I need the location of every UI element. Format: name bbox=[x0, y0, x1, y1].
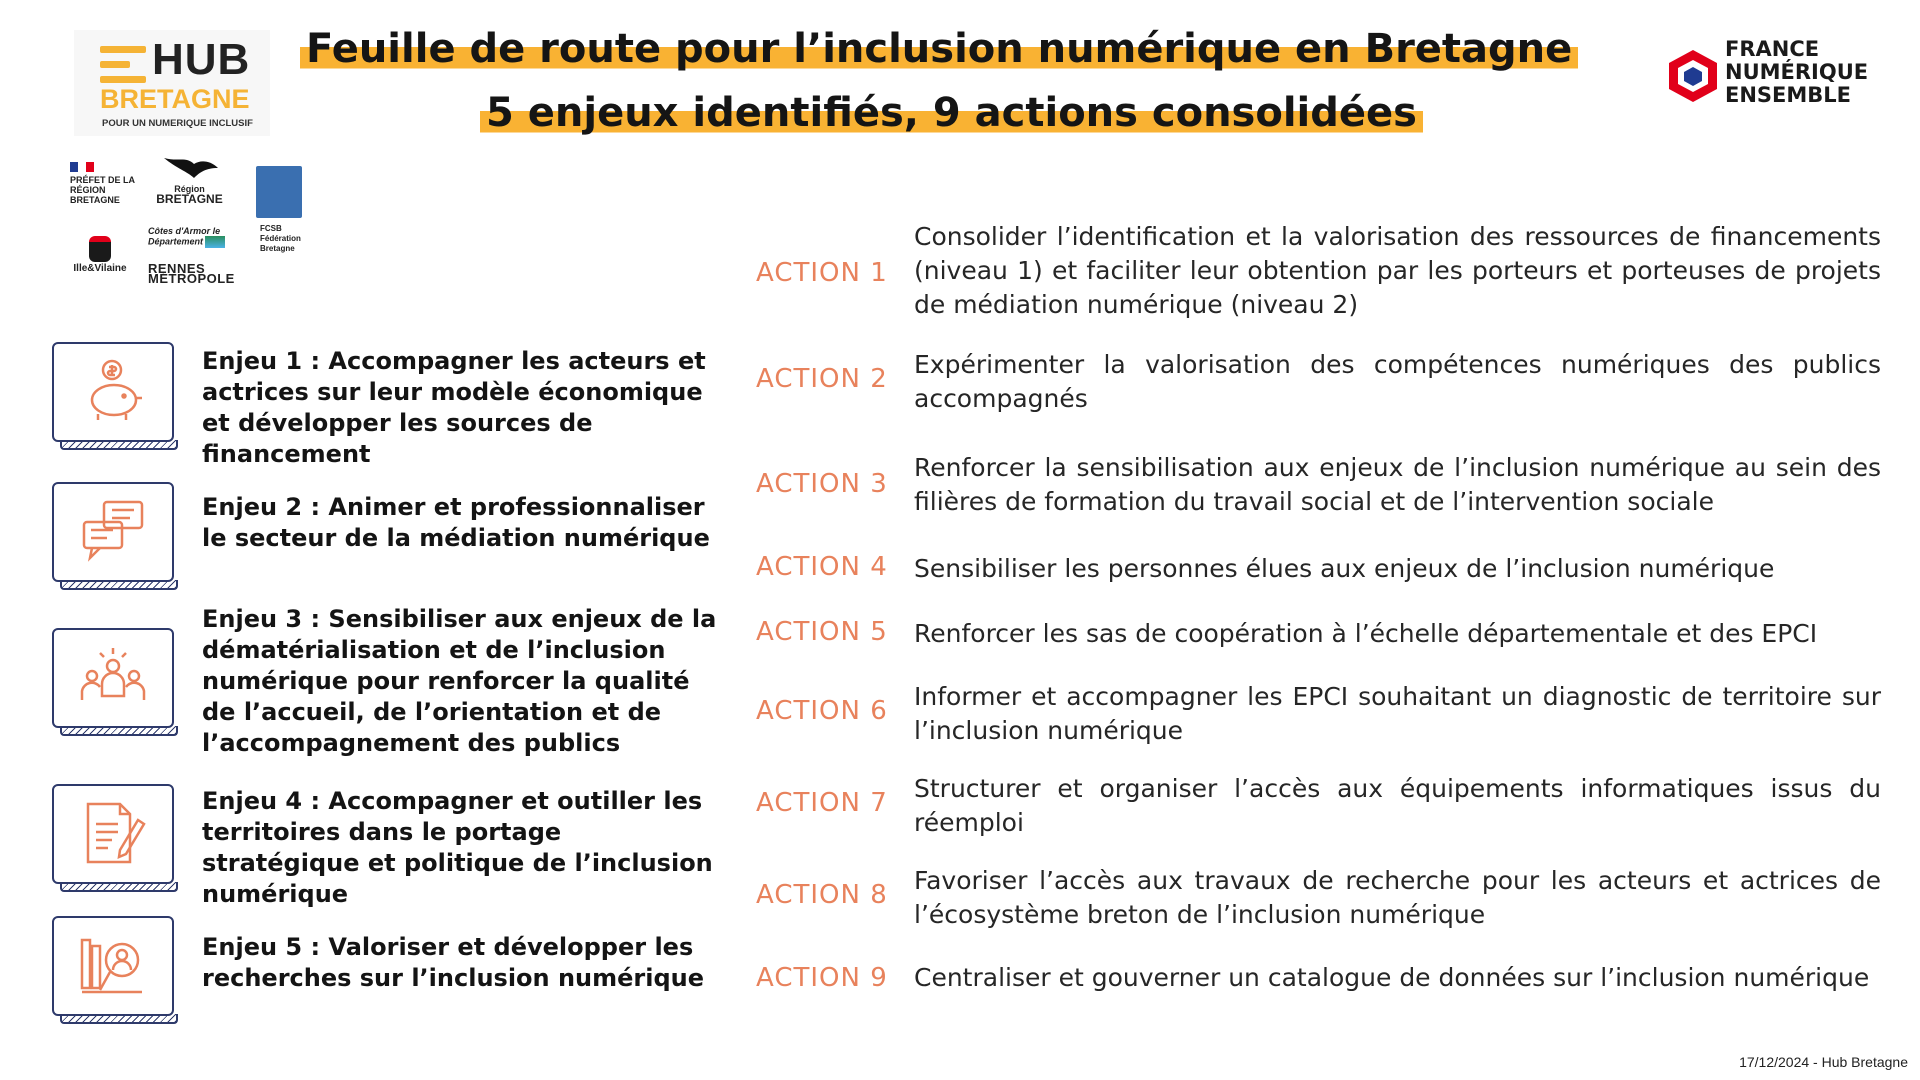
ille-vilaine-logo: Ille&Vilaine bbox=[60, 236, 140, 274]
document-pen-icon bbox=[78, 798, 148, 868]
action-text: Renforcer les sas de coopération à l’échelle départementale et des EPCI bbox=[914, 619, 1818, 648]
region-bretagne-logo: Région BRETAGNE bbox=[152, 152, 227, 204]
action-text: Expérimenter la valorisation des compétences numériques des publics accompagnés bbox=[914, 350, 1881, 413]
research-books-icon bbox=[78, 930, 148, 1000]
hub-logo-tagline: POUR UN NUMERIQUE INCLUSIF bbox=[102, 118, 253, 129]
hub-bretagne-logo bbox=[74, 30, 270, 136]
action-label: ACTION 8 bbox=[756, 880, 888, 910]
fne-logo-text: FRANCE NUMÉRIQUE ENSEMBLE bbox=[1725, 37, 1869, 107]
rennes-metropole-logo: RENNES MÉTROPOLE bbox=[148, 261, 235, 286]
action-text: Renforcer la sensibilisation aux enjeux de l’inclusion numérique au sein des filières de formation du travail social et de l’intervention sociale bbox=[914, 453, 1881, 516]
fne-hexagon-icon bbox=[1665, 48, 1721, 104]
footer-date: 17/12/2024 - Hub Bretagne bbox=[1739, 1054, 1908, 1070]
hub-logo-region: BRETAGNE bbox=[100, 84, 250, 114]
action-label: ACTION 2 bbox=[756, 364, 888, 394]
action-label: ACTION 3 bbox=[756, 469, 888, 499]
action-label: ACTION 9 bbox=[756, 963, 888, 993]
action-label: ACTION 1 bbox=[756, 258, 888, 288]
region-bird-icon bbox=[160, 152, 220, 182]
action-text: Sensibiliser les personnes élues aux enjeux de l’inclusion numérique bbox=[914, 554, 1775, 583]
enjeu-icon-frame bbox=[52, 482, 174, 582]
group-people-icon bbox=[78, 642, 148, 712]
enjeu-icon-frame bbox=[52, 628, 174, 728]
action-label: ACTION 4 bbox=[756, 552, 888, 582]
enjeu-text: Enjeu 5 : Valoriser et développer les recherches sur l’inclusion numérique bbox=[202, 933, 705, 992]
hub-logo-word: HUB bbox=[152, 35, 251, 84]
france-numerique-ensemble-logo bbox=[1665, 38, 1885, 114]
page-title-line-1: Feuille de route pour l’inclusion numérique en Bretagne bbox=[300, 26, 1578, 72]
page-title-line-2: 5 enjeux identifiés, 9 actions consolidées bbox=[480, 90, 1423, 136]
action-text: Structurer et organiser l’accès aux équipements informatiques issus du réemploi bbox=[914, 774, 1881, 837]
action-text: Centraliser et gouverner un catalogue de données sur l’inclusion numérique bbox=[914, 963, 1870, 992]
centres-sociaux-logo bbox=[256, 166, 302, 218]
enjeu-text: Enjeu 3 : Sensibiliser aux enjeux de la dématérialisation et de l’inclusion numérique pour renforcer la qualité de l’accueil, de l’orientation et de l’accompagnement des publics bbox=[202, 605, 717, 757]
action-text: Favoriser l’accès aux travaux de recherche pour les acteurs et actrices de l’écosystème breton de l’inclusion numérique bbox=[914, 866, 1881, 929]
partner-logos bbox=[60, 152, 310, 287]
action-label: ACTION 7 bbox=[756, 788, 888, 818]
enjeu-icon-frame bbox=[52, 784, 174, 884]
enjeu-icon-frame bbox=[52, 342, 174, 442]
cotes-armor-logo: Côtes d'Armor le Département bbox=[148, 226, 258, 248]
chat-bubbles-icon bbox=[78, 496, 148, 566]
action-label: ACTION 5 bbox=[756, 617, 888, 647]
enjeu-text: Enjeu 1 : Accompagner les acteurs et actrices sur leur modèle économique et développer les sources de financement bbox=[202, 347, 706, 468]
action-label: ACTION 6 bbox=[756, 696, 888, 726]
enjeu-icon-frame bbox=[52, 916, 174, 1016]
fcsb-logo: FCSB Fédération Bretagne bbox=[260, 224, 301, 253]
enjeu-text: Enjeu 4 : Accompagner et outiller les territoires dans le portage stratégique et politique de l’inclusion numérique bbox=[202, 787, 713, 908]
action-text: Informer et accompagner les EPCI souhaitant un diagnostic de territoire sur l’inclusion numérique bbox=[914, 682, 1881, 745]
hub-bars-icon bbox=[100, 46, 146, 84]
prefet-bretagne-logo: PRÉFET DE LA RÉGION BRETAGNE bbox=[70, 162, 140, 205]
piggy-bank-icon bbox=[78, 356, 148, 426]
enjeu-text: Enjeu 2 : Animer et professionnaliser le secteur de la médiation numérique bbox=[202, 493, 710, 552]
action-text: Consolider l’identification et la valorisation des ressources de financements (niveau 1) et faciliter leur obtention par les porteurs et porteuses de projets de médiation numérique (niveau 2) bbox=[914, 222, 1881, 319]
